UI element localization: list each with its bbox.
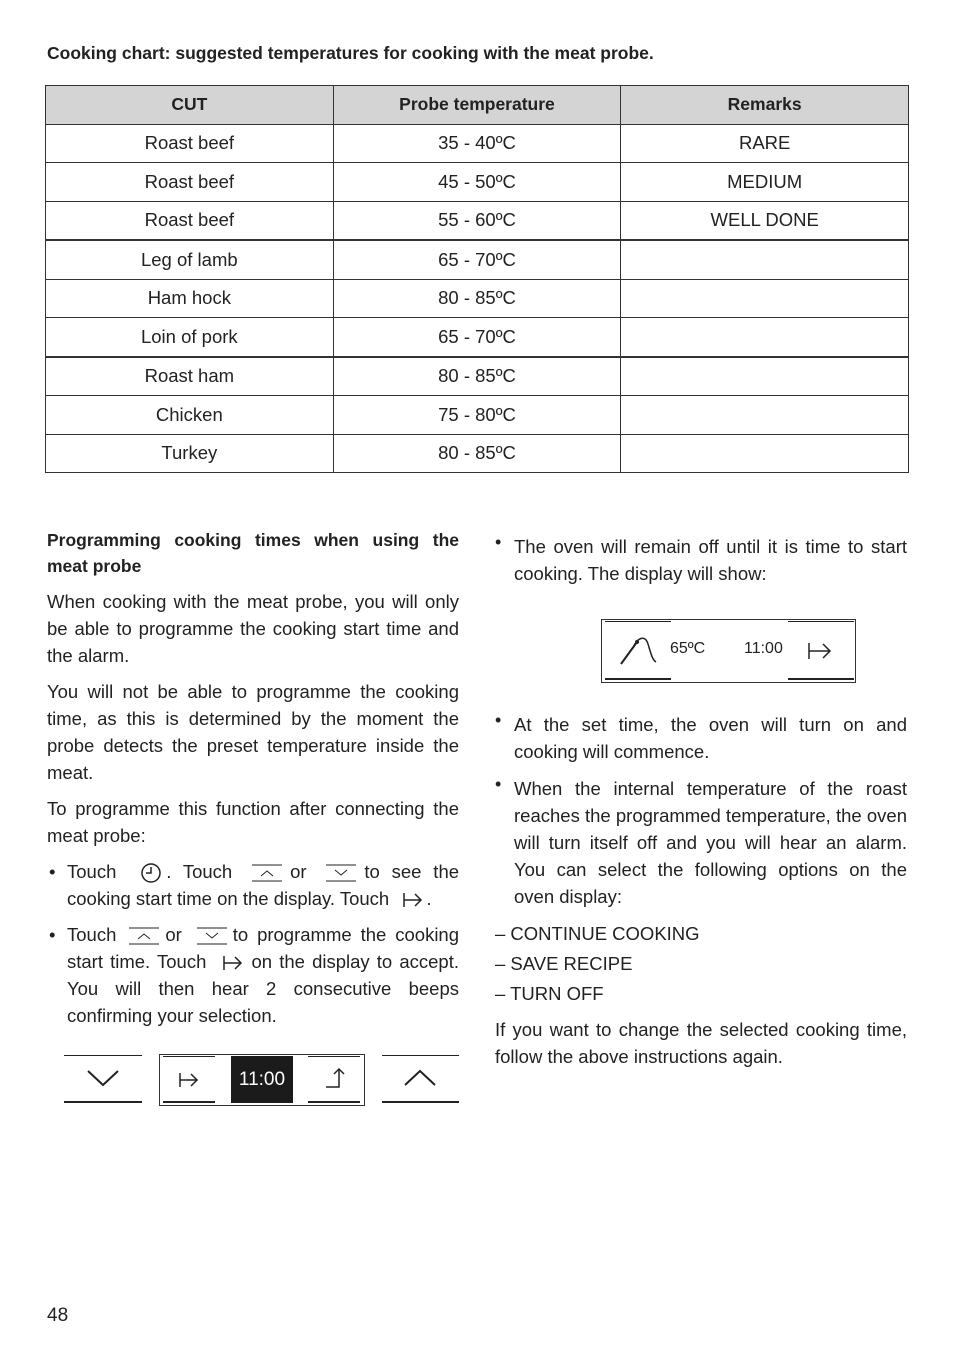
cell-remarks — [621, 279, 909, 318]
instruction-bullet — [47, 921, 459, 1029]
cell-remarks — [621, 396, 909, 435]
text: to see the cooking start time on the display. Touch — [67, 861, 460, 909]
instruction-bullet — [495, 533, 907, 587]
cell-remarks — [621, 318, 909, 357]
text: or — [290, 861, 307, 882]
cell-cut: Loin of pork — [46, 318, 334, 357]
cell-temperature: 80 - 85ºC — [333, 357, 621, 396]
page-number: 48 — [47, 1305, 69, 1326]
text: . — [426, 888, 432, 909]
start-time-icon — [222, 954, 244, 972]
divider — [382, 1055, 459, 1056]
paragraph: If you want to change the selected cooking time, follow the above instructions again. — [495, 1019, 907, 1067]
cell-temperature: 55 - 60ºC — [333, 201, 621, 240]
text: At the set time, the oven will turn on and cooking will commence. — [514, 714, 907, 762]
header-cut: CUT — [46, 86, 334, 125]
down-arrow-key-icon — [326, 864, 356, 882]
cell-temperature: 65 - 70ºC — [333, 240, 621, 279]
bullet-mark: • — [49, 924, 56, 945]
cell-cut: Chicken — [46, 396, 334, 435]
cell-cut: Ham hock — [46, 279, 334, 318]
clock-icon — [140, 862, 162, 884]
table-row — [46, 124, 909, 163]
instruction-bullet — [47, 858, 459, 912]
cell-temperature: 65 - 70ºC — [333, 318, 621, 357]
text: or — [165, 924, 182, 945]
text: to programme the cooking start time. Touch — [67, 924, 460, 972]
table-row — [46, 357, 909, 396]
up-arrow-key-icon — [252, 864, 282, 882]
cell-temperature: 75 - 80ºC — [333, 396, 621, 435]
header-remarks: Remarks — [621, 86, 909, 125]
bullet-mark: • — [495, 774, 502, 794]
header-probe-temperature: Probe temperature — [333, 86, 621, 125]
text: Touch — [67, 924, 117, 945]
option-item: – TURN OFF — [495, 983, 604, 1004]
section-heading: Programming cooking times when using the meat probe — [47, 530, 459, 576]
table-row — [46, 396, 909, 435]
table-row — [46, 240, 909, 279]
divider — [788, 621, 854, 622]
down-arrow-button[interactable] — [86, 1068, 120, 1088]
table-row — [46, 318, 909, 357]
divider — [163, 1101, 215, 1103]
divider — [64, 1055, 142, 1056]
start-time-icon — [402, 891, 424, 909]
divider — [605, 621, 671, 622]
cell-remarks — [621, 357, 909, 396]
paragraph: To programme this function after connecting the meat probe: — [47, 798, 459, 846]
instruction-bullet — [495, 775, 907, 910]
control-time-display: 11:00 — [231, 1056, 293, 1103]
table-row — [46, 163, 909, 202]
cell-remarks: WELL DONE — [621, 201, 909, 240]
divider — [605, 678, 671, 680]
up-arrow-key-icon — [129, 927, 159, 945]
start-time-icon — [807, 641, 833, 661]
cell-cut: Roast beef — [46, 163, 334, 202]
display-time: 11:00 — [744, 640, 783, 657]
meat-probe-icon — [619, 636, 657, 666]
table-row — [46, 201, 909, 240]
paragraph: You will not be able to programme the cooking time, as this is determined by the moment the probe detects the preset temperature inside the meat. — [47, 681, 459, 783]
cell-cut: Roast beef — [46, 201, 334, 240]
text: The oven will remain off until it is time to start cooking. The display will show: — [514, 536, 907, 584]
divider — [64, 1101, 142, 1103]
end-time-icon[interactable] — [325, 1066, 351, 1090]
cell-cut: Turkey — [46, 434, 334, 473]
down-arrow-key-icon — [197, 927, 227, 945]
option-item: – SAVE RECIPE — [495, 953, 633, 974]
table-row — [46, 434, 909, 473]
up-arrow-button[interactable] — [403, 1068, 437, 1088]
divider — [308, 1056, 360, 1057]
cell-temperature: 45 - 50ºC — [333, 163, 621, 202]
display-temperature: 65ºC — [670, 640, 706, 657]
cell-cut: Roast ham — [46, 357, 334, 396]
text: Touch — [67, 861, 117, 882]
cell-remarks — [621, 240, 909, 279]
table-row — [46, 279, 909, 318]
start-time-icon[interactable] — [178, 1071, 200, 1089]
instruction-bullet — [495, 711, 907, 765]
oven-display — [601, 619, 856, 683]
divider — [308, 1101, 360, 1103]
divider — [163, 1056, 215, 1057]
cell-temperature: 35 - 40ºC — [333, 124, 621, 163]
paragraph: When cooking with the meat probe, you will only be able to programme the cooking start time and the alarm. — [47, 591, 459, 666]
chart-title: Cooking chart: suggested temperatures for cooking with the meat probe. — [47, 43, 654, 63]
text: on the display to accept. You will then hear 2 consecutive beeps confirming your selection. — [67, 951, 459, 1026]
bullet-mark: • — [49, 861, 56, 882]
cooking-chart-table — [45, 85, 909, 473]
cell-temperature: 80 - 85ºC — [333, 434, 621, 473]
cell-temperature: 80 - 85ºC — [333, 279, 621, 318]
bullet-mark: • — [495, 532, 502, 552]
cell-remarks — [621, 434, 909, 473]
left-column — [47, 527, 459, 1038]
bullet-mark: • — [495, 710, 502, 730]
divider — [788, 678, 854, 680]
cell-cut: Leg of lamb — [46, 240, 334, 279]
cell-cut: Roast beef — [46, 124, 334, 163]
text: . Touch — [166, 861, 233, 882]
table-header-row — [46, 86, 909, 125]
divider — [382, 1101, 459, 1103]
cell-remarks: MEDIUM — [621, 163, 909, 202]
text: When the internal temperature of the roast reaches the programmed temperature, the oven will turn itself off and you will hear an alarm. You can select the following options on the oven display: — [514, 778, 907, 907]
option-item: – CONTINUE COOKING — [495, 923, 700, 944]
right-column — [495, 533, 907, 1079]
cell-remarks: RARE — [621, 124, 909, 163]
